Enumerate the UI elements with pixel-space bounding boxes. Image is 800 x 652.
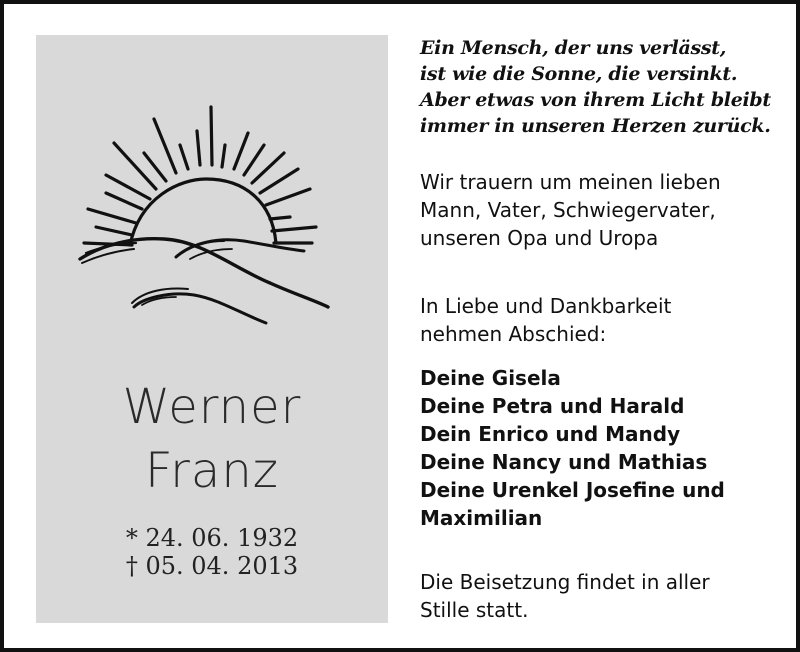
mourning-line: unseren Opa und Uropa <box>420 226 659 250</box>
mourning-text <box>420 168 752 252</box>
farewell-line: In Liebe und Dankbarkeit <box>420 294 672 318</box>
farewell-line: nehmen Abschied: <box>420 322 607 346</box>
funeral-line: Die Beisetzung findet in aller <box>420 570 710 594</box>
deceased-last-name: Franz <box>145 443 279 499</box>
family-member: Deine Nancy und Mathias <box>420 450 708 474</box>
family-member: Deine Petra und Harald <box>420 394 685 418</box>
setting-sun-icon <box>72 97 340 327</box>
family-member: Deine Gisela <box>420 366 561 390</box>
family-list <box>420 364 752 532</box>
birth-date: * 24. 06. 1932 <box>125 524 299 552</box>
deceased-first-name: Werner <box>122 379 302 435</box>
family-member: Deine Urenkel Josefine und <box>420 478 725 502</box>
quote-block <box>420 35 771 139</box>
family-member: Maximilian <box>420 506 543 530</box>
quote-line: ist wie die Sonne, die versinkt. <box>420 63 738 85</box>
quote-line: Aber etwas von ihrem Licht bleibt <box>420 89 771 111</box>
funeral-notice <box>420 568 752 624</box>
left-panel <box>36 35 388 623</box>
mourning-line: Mann, Vater, Schwiegervater, <box>420 198 716 222</box>
farewell-text <box>420 292 752 348</box>
mourning-line: Wir trauern um meinen lieben <box>420 170 721 194</box>
funeral-line: Stille statt. <box>420 598 529 622</box>
death-date: † 05. 04. 2013 <box>125 552 299 580</box>
quote-line: Ein Mensch, der uns verlässt, <box>420 37 727 59</box>
quote-line: immer in unseren Herzen zurück. <box>420 115 771 137</box>
family-member: Dein Enrico und Mandy <box>420 422 681 446</box>
